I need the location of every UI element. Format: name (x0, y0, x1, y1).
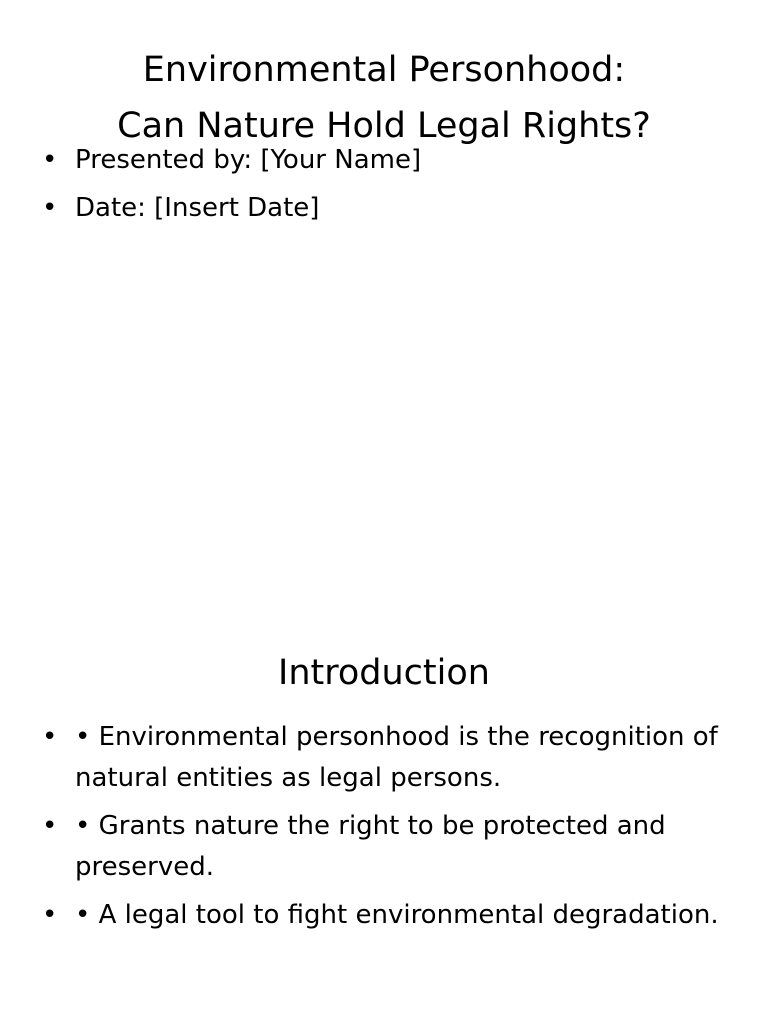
bullet-item (42, 188, 732, 229)
title-line: Can Nature Hold Legal Rights? (117, 106, 651, 147)
title-line: Introduction (278, 653, 490, 694)
bullet-text: • A legal tool to fight environmental degradation. (75, 900, 719, 930)
bullet-dot-icon: • (42, 811, 58, 841)
bullet-dot-icon: • (42, 900, 58, 930)
title-line: Environmental Personhood: (142, 50, 626, 91)
bullet-item (42, 717, 732, 799)
bullet-text: Presented by: [Your Name] (75, 145, 422, 175)
bullet-text: • Grants nature the right to be protected and preserved. (75, 811, 666, 882)
slide-title-heading (0, 42, 768, 154)
bullet-list (42, 717, 732, 943)
bullet-text: • Environmental personhood is the recognition of natural entities as legal persons. (75, 722, 718, 793)
bullet-dot-icon: • (42, 722, 58, 752)
bullet-item (42, 895, 732, 936)
bullet-item (42, 140, 732, 181)
bullet-dot-icon: • (42, 145, 58, 175)
bullet-text: Date: [Insert Date] (75, 193, 320, 223)
slide-introduction-heading (0, 645, 768, 701)
slide-introduction (0, 512, 768, 1024)
bullet-list (42, 140, 732, 236)
bullet-dot-icon: • (42, 193, 58, 223)
bullet-item (42, 806, 732, 888)
